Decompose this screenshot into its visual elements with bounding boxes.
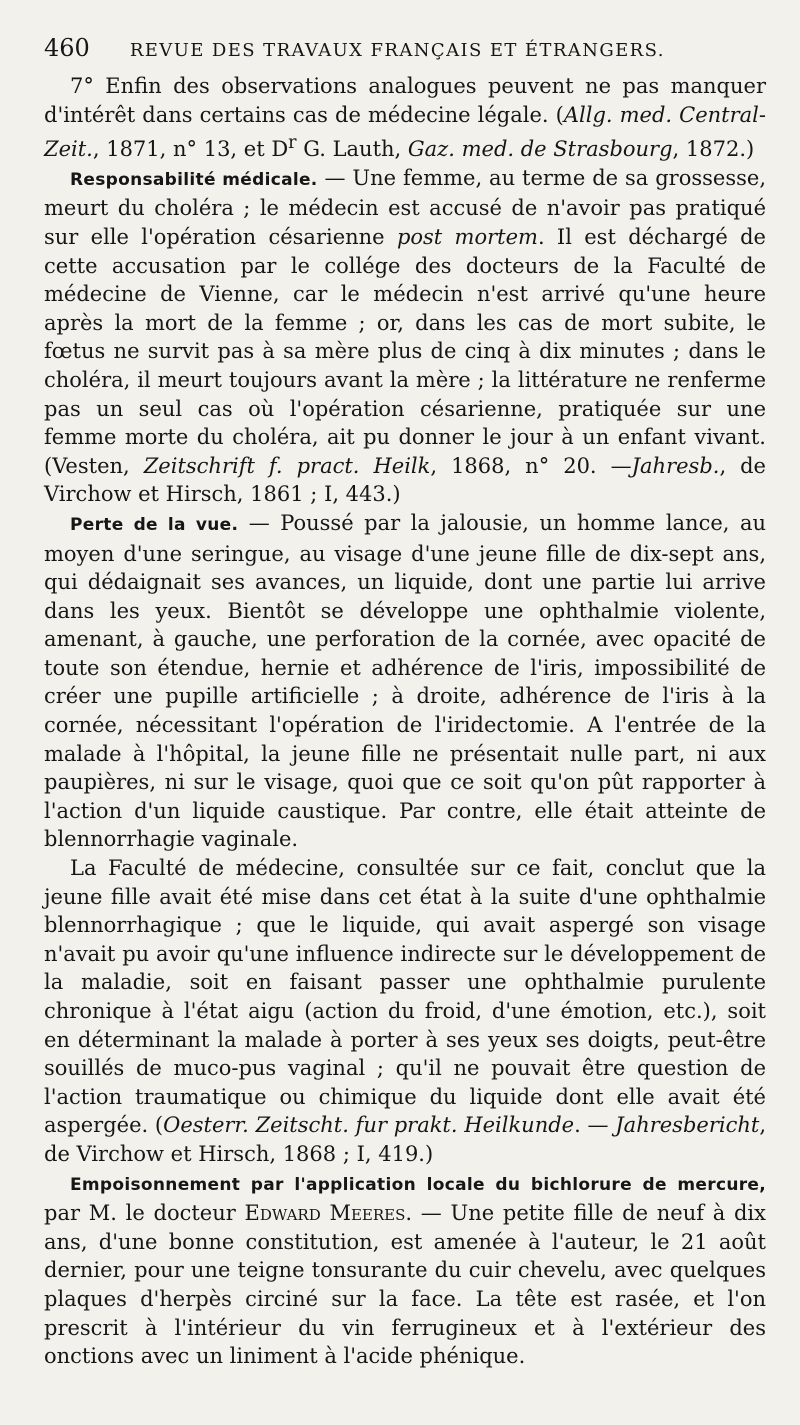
text-run: , de Virchow et Hirsch, 1868 ; I, 419.) xyxy=(44,1113,766,1166)
paragraph-perte-de-la-vue xyxy=(44,509,766,854)
text-run: . — Une petite fille de neuf à dix ans, d'une bonne constitution, est amenée à l'auteur, le 21 août dernier, pour une teigne tonsurante du cuir chevelu, avec quelques plaques d'herpès circiné sur la face. La tête est rasée, et l'on prescrit à l'intérieur du vin ferrugineux et à l'extérieur des onctions avec un liniment à l'acide phénique. xyxy=(44,1201,766,1369)
text-run: , 1872.) xyxy=(672,137,755,162)
text-run: , de Virchow et Hirsch, 1861 ; I, 443.) xyxy=(44,453,766,507)
section-rubric: Perte de la vue. xyxy=(70,514,239,535)
text-run: . — xyxy=(574,1113,616,1138)
text-run: — Une femme, au terme de sa grossesse, meurt du choléra ; le médecin est accusé de n'avoir pas pratiqué sur elle l'opération césarienne xyxy=(44,165,766,249)
section-rubric: Responsabilité médicale. xyxy=(70,169,318,190)
text-run: . Il est déchargé de cette accusation par le collége des docteurs de la Faculté de médecine de Vienne, car le médecin n'est arrivé qu'une heure après la mort de la femme ; or, dans les cas de mort subite, le fœtus ne survit pas à sa mère plus de cinq à dix minutes ; dans le choléra, il meurt toujours avant la mère ; la littérature ne renferme pas un seul cas où l'opération césarienne, pratiquée sur une femme morte du choléra, ait pu donner le jour à un enfant vivant. (Vesten, xyxy=(44,224,766,478)
citation-title: Jahresb. xyxy=(631,453,720,478)
italic-phrase: post mortem xyxy=(396,224,538,249)
running-head: REVUE DES TRAVAUX FRANÇAIS ET ÉTRANGERS. xyxy=(129,40,665,61)
page-header xyxy=(44,34,766,62)
page-number: 460 xyxy=(44,34,90,62)
superscript: r xyxy=(288,133,297,154)
citation-title: Gaz. med. de Strasbourg xyxy=(407,137,673,162)
text-run: — Poussé par la jalousie, un homme lance, au moyen d'une seringue, au visage d'une jeune fille de dix-sept ans, qui dédaignait ses avances, un liquide, dont une partie lui arrive dans les yeux. Bientôt se développe une ophthalmie violente, amenant, à gauche, une perforation de la cornée, avec opacité de toute son étendue, hernie et adhérence de l'iris, impossibilité de créer une pupille artificielle ; à droite, adhérence de l'iris à la cornée, nécessitant l'opération de l'iridectomie. A l'entrée de la malade à l'hôpital, la jeune fille ne présentait nulle part, ni aux paupières, ni sur le visage, quoi que ce soit qu'on pût rapporter à l'action d'un liquide caustique. Par contre, elle était atteinte de blennorrhagie vaginale. xyxy=(44,510,766,852)
text-run: G. Lauth, xyxy=(296,137,408,162)
citation-title: Jahresbericht xyxy=(615,1113,760,1138)
author-name: Edward Meeres xyxy=(244,1201,406,1226)
paragraph-responsabilite xyxy=(44,164,766,509)
citation-title: Allg. med. Central-Zeit. xyxy=(44,102,766,162)
text-run: , 1871, n° 13, et D xyxy=(92,137,289,162)
text-run: , 1868, n° 20. — xyxy=(430,453,632,478)
paragraph-empoisonnement xyxy=(44,1169,766,1371)
section-rubric: Empoisonnement par l'application locale du bichlorure de mercure, xyxy=(70,1174,766,1195)
text-run: par M. le docteur xyxy=(44,1201,245,1226)
paragraph-faculte xyxy=(44,854,766,1169)
citation-title: Oesterr. Zeitscht. fur prakt. Heilkunde xyxy=(163,1113,575,1138)
text-run: 7° Enfin des observations analogues peuvent ne pas manquer d'intérêt dans certains cas de médecine légale. ( xyxy=(44,74,766,127)
text-run: La Faculté de médecine, consultée sur ce fait, conclut que la jeune fille avait été mise dans cet état à la suite d'une ophthalmie blennorrhagique ; que le liquide, qui avait aspergé son visage n'avait pu avoir qu'une influence indirecte sur le développement de la maladie, soit en faisant passer une ophthalmie purulente chronique à l'état aigu (action du froid, d'une émotion, etc.), soit en déterminant la malade à porter à ses yeux ses doigts, peut-être souillés de muco-pus vaginal ; qu'il ne pouvait être question de l'action traumatique ou chimique du liquide dont elle avait été aspergée. ( xyxy=(44,856,766,1138)
citation-title: Zeitschrift f. pract. Heilk xyxy=(143,453,431,478)
paragraph-observations xyxy=(44,72,766,164)
